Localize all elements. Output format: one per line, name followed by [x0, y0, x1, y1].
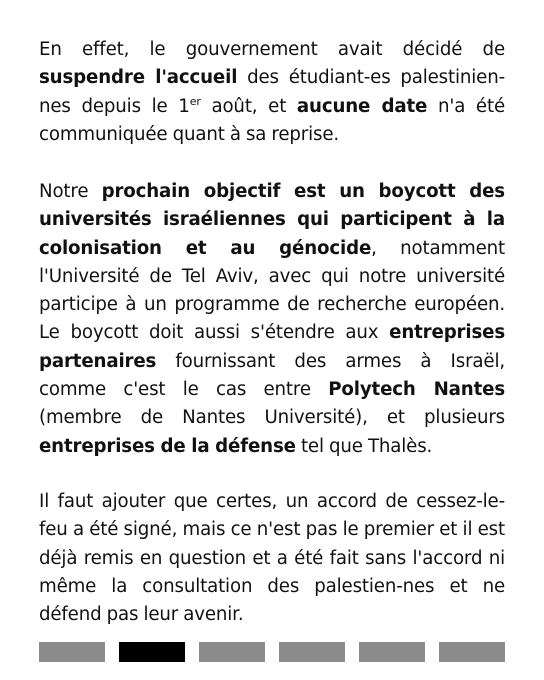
bold-text-run: suspendre l'accueil — [39, 67, 238, 89]
text-run: , notamment l'Université de Tel Aviv, avec qui notre université participe à un programme de recherche européen. Le boycott doit aussi s'étendre aux — [39, 237, 505, 344]
bold-text-run: entreprises de la défense — [39, 435, 296, 457]
pagination-segment-2[interactable] — [119, 642, 185, 662]
slide-pagination — [39, 642, 505, 662]
text-run: En effet, le gouvernement avait décidé de — [39, 39, 505, 60]
text-run: n'a été communiquée quant à sa reprise. — [39, 95, 505, 145]
text-run: tel que Thalès. — [295, 435, 433, 457]
pagination-segment-1[interactable] — [39, 642, 105, 662]
bold-text-run: Polytech Nantes — [328, 379, 505, 401]
text-run: (membre de Nantes Université), et plusieurs — [39, 407, 505, 429]
paragraph-1 — [39, 36, 505, 149]
pagination-segment-5[interactable] — [359, 642, 425, 662]
superscript-text: er — [189, 94, 201, 108]
text-run: août, et — [200, 95, 297, 117]
paragraph-3 — [39, 488, 505, 629]
text-run: fournissant des armes à Israël, comme c'est le cas entre — [39, 350, 505, 401]
bold-text-run: entreprises partenaires — [39, 322, 505, 372]
text-run: Notre — [39, 181, 102, 202]
text-run: des étudiant-es palestinien-nes depuis le 1 — [39, 67, 505, 117]
text-run: Il faut ajouter que certes, un accord de cessez-le-feu a été signé, mais ce n'est pas le premier et il est déjà remis en question et a été fait sans l'accord ni même la consultation des palestien-nes et ne défend pas leur avenir. — [39, 491, 505, 626]
paragraph-2 — [39, 178, 505, 461]
bold-text-run: prochain objectif est un boycott des universités israéliennes qui participent à la colonisation et au génocide — [39, 181, 505, 259]
pagination-segment-4[interactable] — [279, 642, 345, 662]
bold-text-run: aucune date — [296, 95, 428, 117]
pagination-segment-3[interactable] — [199, 642, 265, 662]
pagination-segment-6[interactable] — [439, 642, 505, 662]
